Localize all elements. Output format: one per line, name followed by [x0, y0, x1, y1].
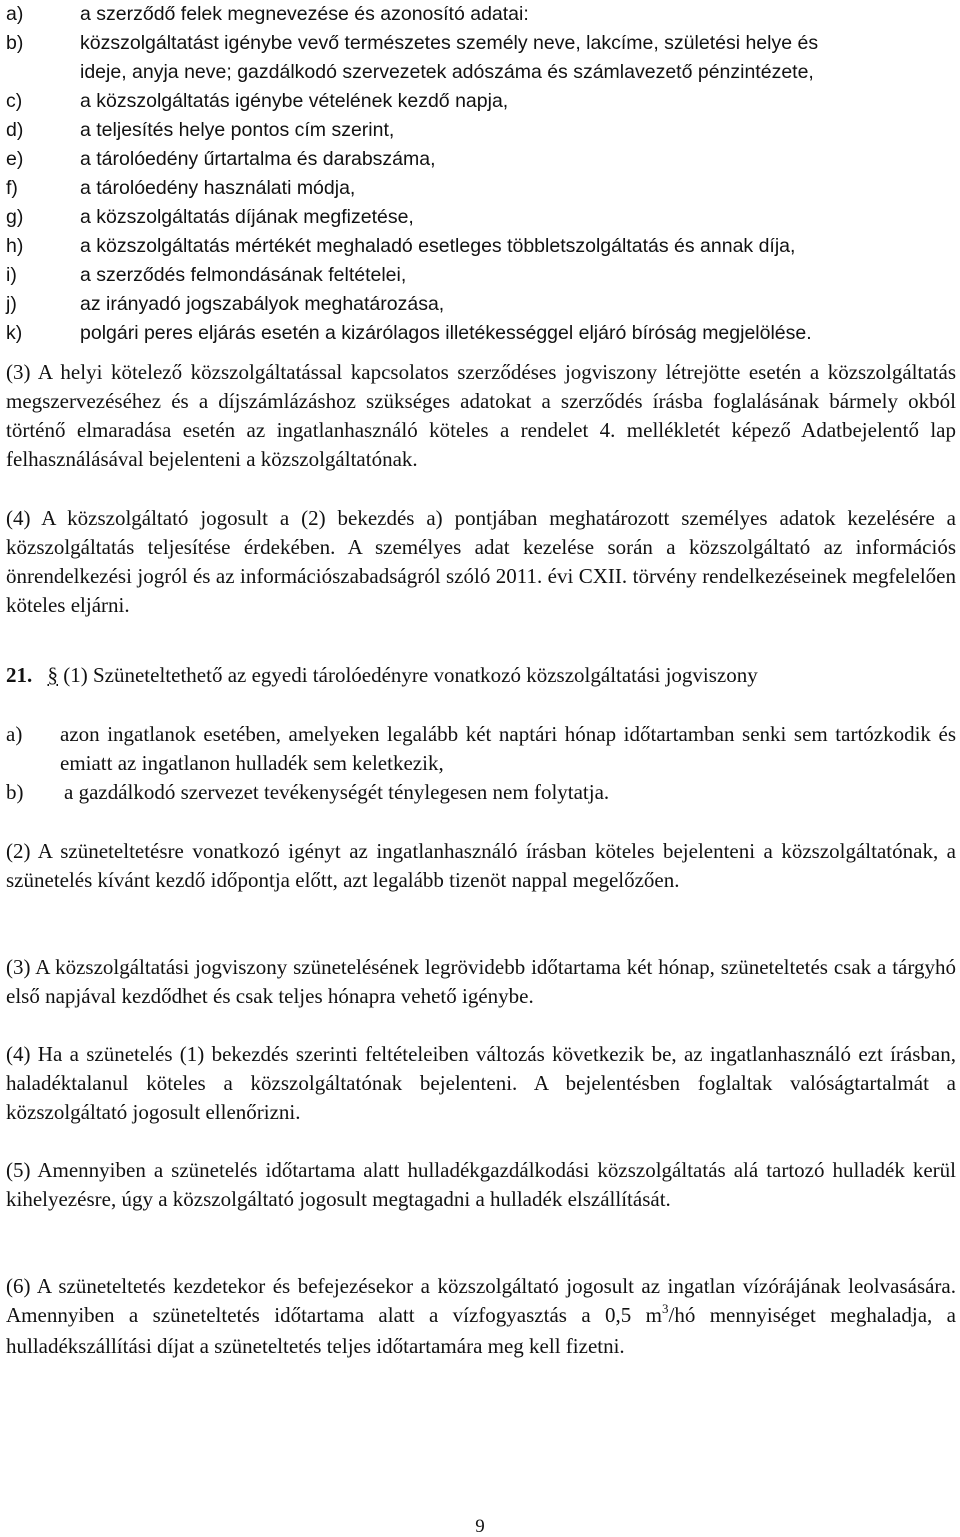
list-item-text: a tárolóedény űrtartalma és darabszáma,	[80, 148, 436, 170]
paragraph-21-2: (2) A szüneteltetésre vonatkozó igényt az ingatlanhasználó írásban köteles bejelenteni a közszolgáltatónak, a szünetelés kívánt kezdő időpontja előtt, azt legalább tizenöt nappal megelőzően.	[6, 839, 956, 892]
paragraph-3: (3) A helyi kötelező közszolgáltatással kapcsolatos szerződéses jogviszony létrejötte esetén a közszolgáltatás megszervezéséhez és a díjszámlázáshoz szükséges adatokat a szerződés írásba foglalásának bármely okból történő elmaradása esetén az ingatlanhasználó köteles a rendelet 4. mellékletét képező Adatbejelentő lap felhasználásával bejelenteni a közszolgáltatónak.	[6, 360, 956, 471]
list-item-label: h)	[6, 235, 24, 257]
list-item-label: e)	[6, 148, 24, 170]
subpoint-text: azon ingatlanok esetében, amelyeken legalább két naptári hónap időtartamban senki sem tartózkodik és emiatt az ingatlanon hulladék sem keletkezik,	[60, 722, 956, 775]
paragraph-21-5: (5) Amennyiben a szünetelés időtartama alatt hulladékgazdálkodási közszolgáltatás alá tartozó hulladék kerül kihelyezésre, úgy a közszolgáltató jogosult megtagadni a hulladék elszállítását.	[6, 1158, 956, 1211]
paragraph-21-6-start: (6) A szüneteltetés kezdetekor és befejezésekor a közszolgáltató jogosult az ingatlan vízórájának leolvasására. Amennyiben a szüneteltetés időtartama alatt a vízfogyasztás a 0,5 m	[6, 1274, 956, 1327]
list-item	[6, 116, 956, 145]
list-item-label: k)	[6, 322, 23, 344]
list-item	[6, 290, 956, 319]
list-item	[6, 87, 956, 116]
section-heading	[6, 661, 956, 690]
list-item-label: b)	[6, 32, 24, 54]
list-item-label: g)	[6, 206, 24, 228]
paragraph-4: (4) A közszolgáltató jogosult a (2) bekezdés a) pontjában meghatározott személyes adatok kezelésére a közszolgáltatás teljesítése érdekében. A személyes adat kezelése során a közszolgáltató az információs önrendelkezési jogról és az információszabadságról szóló 2011. évi CXII. törvény rendelkezéseinek megfelelően köteles eljárni.	[6, 506, 956, 617]
list-item-label: a)	[6, 3, 24, 25]
list-item-text: a tárolóedény használati módja,	[80, 177, 356, 199]
list-item-text: polgári peres eljárás esetén a kizárólagos illetékességgel eljáró bíróság megjelölése.	[80, 322, 812, 344]
list-item-text: a teljesítés helye pontos cím szerint,	[80, 119, 395, 141]
list-item-label: c)	[6, 90, 23, 112]
superscript: 3	[662, 1301, 669, 1316]
subpoint-text: a gazdálkodó szervezet tevékenységét ténylegesen nem folytatja.	[64, 780, 610, 804]
list-item	[6, 174, 956, 203]
list-item	[6, 261, 956, 290]
list-item	[6, 232, 956, 261]
subpoint-b	[6, 778, 956, 807]
list-item-label: f)	[6, 177, 18, 199]
subpoint-label: a)	[6, 722, 23, 746]
list-item	[6, 319, 956, 348]
list-item	[6, 0, 956, 29]
paragraph-21-6	[6, 1272, 956, 1361]
paragraph-21-4: (4) Ha a szünetelés (1) bekezdés szerinti feltételeiben változás következik be, az ingatlanhasználó ezt írásban, haladéktalanul köteles a közszolgáltatónak bejelenteni. A bejelentésben foglaltak valóságtartalmát a közszolgáltató jogosult ellenőrizni.	[6, 1042, 956, 1124]
list-item-text: a közszolgáltatás igénybe vételének kezdő napja,	[80, 90, 509, 112]
subpoint-label: b)	[6, 780, 24, 804]
list-item	[6, 58, 956, 87]
list-item-text: a közszolgáltatás díjának megfizetése,	[80, 206, 414, 228]
list-item-label: i)	[6, 264, 17, 286]
subpoint-a	[6, 720, 956, 778]
list-item-text: a közszolgáltatás mértékét meghaladó esetleges többletszolgáltatás és annak díja,	[80, 235, 796, 257]
paragraph-21-3: (3) A közszolgáltatási jogviszony szünetelésének legrövidebb időtartama két hónap, szüneteltetés csak a tárgyhó első napjával kezdődhet és csak teljes hónapra vehető igénybe.	[6, 955, 956, 1008]
section-number: 21.	[6, 663, 33, 687]
section-sign: §	[47, 663, 58, 687]
section-title: (1) Szüneteltethető az egyedi tárolóedényre vonatkozó közszolgáltatási jogviszony	[63, 663, 758, 687]
list-item-text: a szerződés felmondásának feltételei,	[80, 264, 407, 286]
list-item	[6, 203, 956, 232]
list-item-label: d)	[6, 119, 24, 141]
list-item-text: közszolgáltatást igénybe vevő természetes személy neve, lakcíme, születési helye és	[80, 32, 819, 54]
list-item-text: ideje, anyja neve; gazdálkodó szervezetek adószáma és számlavezető pénzintézete,	[80, 61, 814, 83]
list-item-text: az irányadó jogszabályok meghatározása,	[80, 293, 445, 315]
list-item-text: a szerződő felek megnevezése és azonosító adatai:	[80, 3, 529, 25]
list-item	[6, 145, 956, 174]
paragraph-21-6-end: /hó mennyiséget meghaladja, a hulladékszállítási díjat a szüneteltetés teljes időtartamára meg kell fizetni.	[6, 1303, 956, 1358]
page-number: 9	[475, 1516, 485, 1537]
list-item-label: j)	[6, 293, 17, 315]
list-item	[6, 29, 956, 58]
